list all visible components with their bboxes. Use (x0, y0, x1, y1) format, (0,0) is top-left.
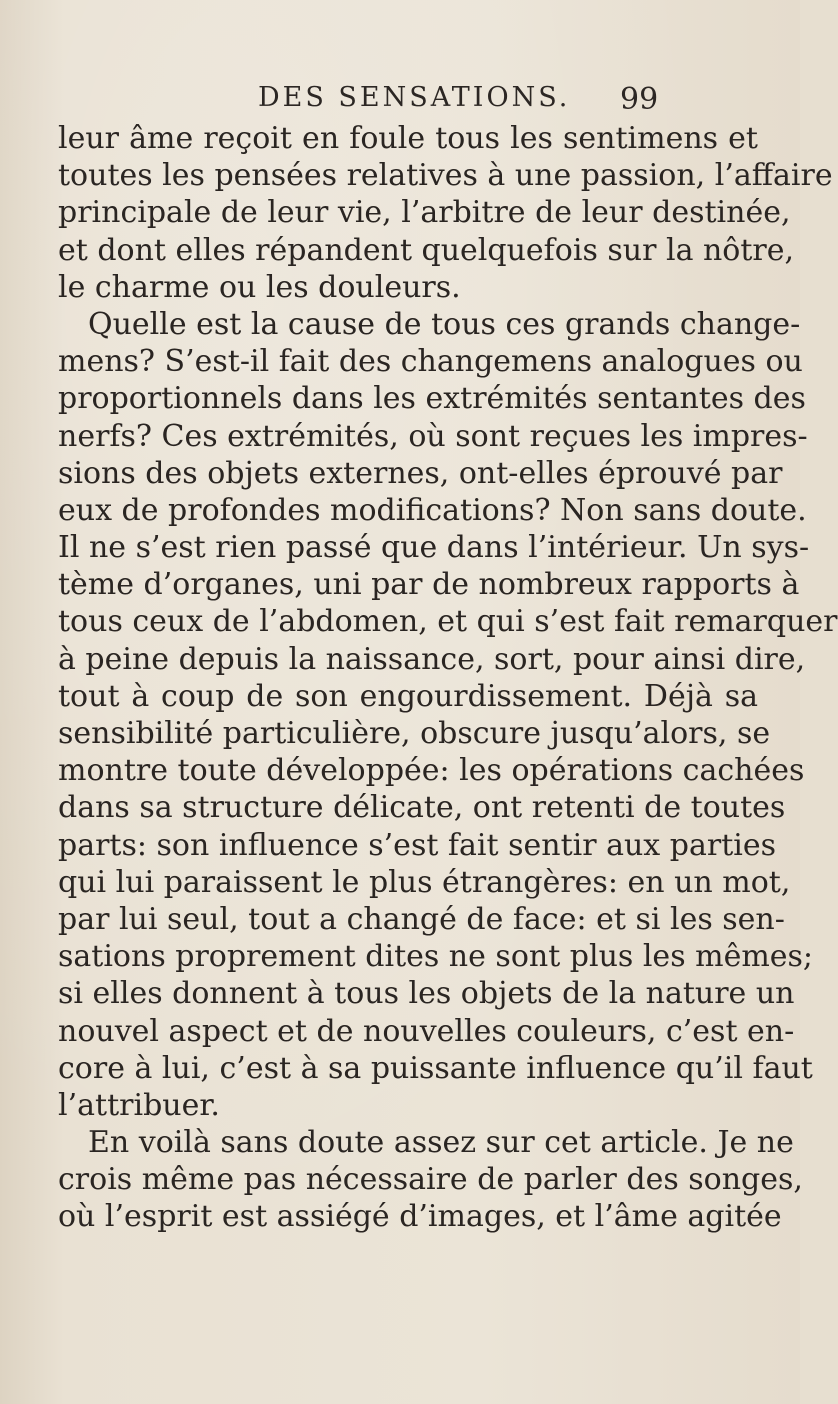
text-line: sations proprement dites ne sont plus les mêmes; (58, 939, 814, 975)
text-line: tous ceux de l’abdomen, et qui s’est fait remarquer (58, 604, 838, 640)
running-head: DES SENSATIONS. (258, 82, 571, 113)
text-line: dans sa structure délicate, ont retenti de toutes (58, 790, 786, 826)
text-line: sions des objets externes, ont-elles éprouvé par (58, 455, 783, 491)
text-line: montre toute développée: les opérations cachées (58, 753, 805, 789)
text-line: par lui seul, tout a changé de face: et si les sen- (58, 901, 785, 937)
text-line: leur âme reçoit en foule tous les sentimens et (58, 121, 758, 156)
text-line: core à lui, c’est à sa puissante influence qu’il faut (58, 1050, 813, 1086)
text-line: toutes les pensées relatives à une passion, l’affaire (58, 158, 833, 194)
page-header (0, 82, 800, 122)
text-line: mens? S’est-il fait des changemens analogues ou (58, 344, 803, 380)
text-line: l’attribuer. (58, 1087, 220, 1123)
text-line: En voilà sans doute assez sur cet article. Je ne (88, 1125, 794, 1161)
text-line: Quelle est la cause de tous ces grands change- (88, 306, 801, 342)
text-line: tout à coup de son engourdissement. Déjà sa (58, 678, 758, 714)
text-line: Il ne s’est rien passé que dans l’intérieur. Un sys- (58, 530, 810, 566)
text-line: qui lui paraissent le plus étrangères: en un mot, (58, 864, 791, 900)
text-line: à peine depuis la naissance, sort, pour ainsi dire, (58, 641, 806, 677)
text-line: tème d’organes, uni par de nombreux rapports à (58, 567, 800, 603)
text-line: sensibilité particulière, obscure jusqu’alors, se (58, 716, 771, 751)
text-line: nerfs? Ces extrémités, où sont reçues les impres- (58, 418, 808, 454)
text-line: parts: son influence s’est fait sentir aux parties (58, 827, 776, 863)
page-number: 99 (620, 82, 659, 117)
text-line: et dont elles répandent quelquefois sur la nôtre, (58, 232, 795, 268)
text-line: le charme ou les douleurs. (58, 269, 461, 305)
text-line: proportionnels dans les extrémités sentantes des (58, 381, 806, 417)
text-line: où l’esprit est assiégé d’images, et l’âme agitée (58, 1199, 782, 1235)
text-line: si elles donnent à tous les objets de la nature un (58, 976, 795, 1012)
text-line: nouvel aspect et de nouvelles couleurs, c’est en- (58, 1013, 795, 1049)
text-line: eux de profondes modifications? Non sans doute. (58, 492, 807, 528)
text-line: principale de leur vie, l’arbitre de leur destinée, (58, 195, 791, 231)
body-text (58, 120, 838, 1236)
text-line: crois même pas nécessaire de parler des songes, (58, 1162, 803, 1198)
